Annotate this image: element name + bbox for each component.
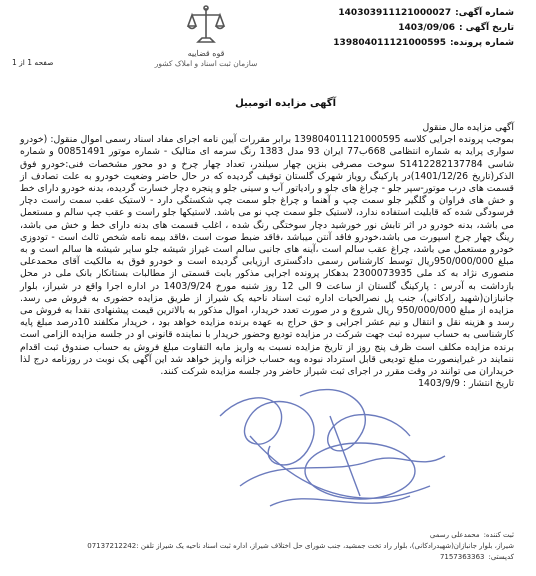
official-seal-signature: [210, 376, 460, 536]
notice-meta: [264, 6, 514, 51]
postal-code-label: کدپستی:: [488, 553, 514, 561]
publication-date: تاریخ انتشار : 1403/9/9: [418, 378, 514, 390]
notice-date-label: تاریخ آگهی :: [458, 23, 514, 33]
scales-of-justice-icon: [186, 4, 226, 48]
judiciary-emblem: [154, 4, 258, 78]
postal-code-value: 7157363363: [439, 553, 485, 561]
body-paragraph: بموجب پرونده اجرایی کلاسه 139804011121000595 برابر مقررات آیین نامه اجرای مفاد اسناد رسمی اموال منقول: (خودرو سواری پراید به شماره انتظامی 668ب77 ایران 93 مدل 1383 رنگ سرمه ای متالیک - شماره موتور 00851491 و شماره شاسی S1412282137784 سوخت مصرفی بنزین چهار سیلندر، تعداد چهار چرخ و دو محور مشخصات فنی:خودرو فوق الذکر(تاریخ 1401/12/26)در پارکینگ رویاز شهرک گلستان توقیف گردیده که در حال حاضر وضعیت خودرو به علت تصادف از قسمت های درب موتور-سپر جلو - چراغ های جلو و رادیاتور آب و سینی جلو و پنجره دچار خسارت گردیده، بدنه خودرو دارای خط و خش های فراوان و گلگیر جلو سمت چپ و آهنما و چراغ جلو سمت چپ شکستگی دارد - لاستیک عقب سمت راست دچار فرسودگی شده که قابلیت استفاده ندارد، لاستیک جلو سمت چپ نو می باشد. لاستیکها جلو راست و عقب چپ سالم و مستعمل می باشد، بدنه خودرو در اثر تابش نور خورشید دچار سوختگی رنگ شده ، اغلب قسمت های بدنه دارای خط و خش می باشد، رینگ چهار چرخ اسپورت می باشد،خودرو فاقد آنتن میباشد ،فاقد ضبط صوت است ،فاقد بیمه نامه شخص ثالث است - تودوزی خودرو مستعمل می باشد، چراغ عقب سالم است ،آینه های جانبی سالم است غیراز شیشه جلو سایر شیشه ها سالم است و به مبلغ 950/000/000ریال توسط کارشناس رسمی دادگستری ارزیابی گردیده است و خودرو فوق به مالکیت آقای محمدعلی منصوری نژاد به کد ملی 2300073935 بدهکار پرونده اجرایی مذکور بابت قسمتی از مطالبات بستانکار بانک ملی در محل بازداشت به آدرس : پارکینگ گلستان از ساعت 9 الی 12 روز شنبه مورخ 1403/9/24 در اداره اجرا واقع در شیراز، بلوار جانبازان(شهید رادکانی)، جنب پل نصرالحیات اداره ثبت اسناد ناحیه یک شیراز از طریق مزایده حضوری به فروش می رسد. مزایده از مبلغ 950/000/000 ریال شروع و در صورت تعدد خریدار، اموال مذکور به بالاترین قیمت پیشنهادی نقدا به فروش می رسد و هزینه نقل و انتقال و نیم عشر اجرایی و حق حراج به عهده برنده مزایده خواهد بود ، خریدار مکلفند 10درصد مبلغ پایه کارشناسی به حساب سپرده ثبت جهت شرکت در مزایده تودیع وحضور خریدار با نماینده قانونی او در جلسه مزایده الزامی است برنده مزایده مکلف است ظرف پنج روز از تاریخ مزایده نسبت به واریز مابه التفاوت مبلغ فروش به حساب صندوق ثبت اقدام ننمایند در غیراینصورت مبلغ تودیعی قابل استرداد نبوده وبه حساب خزانه واریز خواهد شد این آگهی یک نوبت در روزنامه درج لذا خریداران می توانند در وقت مقرر در اجرای ثبت شیراز حاضر ودر جلسه مزایده شرکت کنند.: [20, 134, 515, 378]
page-number: صفحه 1 از 1: [12, 58, 54, 67]
signer-label: ثبت کننده:: [483, 531, 514, 539]
signer-name: محمدعلی رسمی: [429, 531, 480, 539]
postal-code-row: [20, 552, 514, 563]
signer-row: [20, 530, 514, 541]
office-address: شیراز، بلوار جانبازان(شهیدرادکانی)، بلوار راد تخت جمشید، جنب شورای حل اختلاف شیراز، اداره ثبت اسناد ناحیه یک شیراز تلفن :07137212242: [87, 542, 514, 550]
case-number-row: [264, 36, 514, 51]
notice-date-row: [264, 21, 514, 36]
notice-title: آگهی مزایده اتومبیل: [235, 98, 336, 109]
body-heading: آگهی مزایده مال منقول: [422, 122, 514, 133]
notice-number-row: [264, 6, 514, 21]
org-subtitle: سازمان ثبت اسناد و املاک کشور: [154, 59, 258, 68]
notice-number-value: 140303911121000027: [338, 8, 452, 18]
notice-body: [20, 122, 514, 390]
org-name: قوه قضاییه: [187, 49, 225, 58]
notice-date-value: 1403/09/06: [398, 23, 455, 33]
case-number-label: شماره پرونده:: [450, 38, 514, 48]
notice-number-label: شماره آگهی:: [455, 8, 514, 18]
case-number-value: 139804011121000595: [333, 38, 447, 48]
notice-footer: [20, 530, 514, 563]
